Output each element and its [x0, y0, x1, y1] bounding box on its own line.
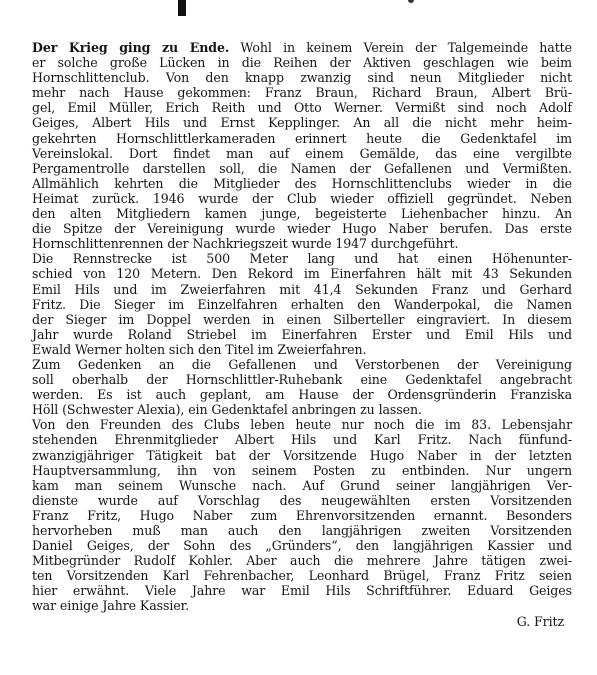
article-line-text: Heimat zurück. 1946 wurde der Club wieder offiziell gegründet. Neben	[32, 190, 572, 206]
article-line	[32, 206, 572, 221]
article-line	[32, 266, 572, 281]
article-line-text: Wohl in keinem Verein der Talgemeinde hatte	[229, 40, 572, 55]
article-line-text: Emil Hils und im Zweierfahren mit 41,4 Sekunden Franz und Gerhard	[32, 281, 572, 297]
article-line	[32, 191, 572, 206]
article-line	[32, 417, 572, 432]
article-line-text: soll oberhalb der Hornschlittler-Ruhebank eine Gedenktafel angebracht	[32, 372, 572, 388]
article-line	[32, 327, 572, 342]
article-line-text: kam man seinem Wunsche nach. Auf Grund seiner langjährigen Ver-	[32, 477, 572, 493]
article-line	[32, 100, 572, 115]
article-line	[32, 372, 572, 387]
article-line-text: dienste wurde auf Vorschlag des neugewählten ersten Vorsitzenden	[32, 492, 572, 508]
article-line	[32, 432, 572, 447]
article-line	[32, 538, 572, 553]
article-line	[32, 251, 572, 266]
article-line-text: er solche große Lücken in die Reihen der Aktiven geschlagen wie beim	[32, 55, 572, 71]
article-line	[32, 342, 572, 357]
article-line	[32, 70, 572, 85]
article-line	[32, 55, 572, 70]
article-line	[32, 448, 572, 463]
article-line	[32, 115, 572, 130]
article-line-text: Jahr wurde Roland Striebel im Einerfahren Erster und Emil Hils und	[32, 326, 572, 342]
author-signature: G. Fritz	[516, 613, 564, 629]
article-line	[32, 478, 572, 493]
article-line	[32, 508, 572, 523]
article-line-text: ten Vorsitzenden Karl Fehrenbacher, Leonhard Brügel, Franz Fritz seien	[32, 568, 572, 584]
article-line-text: Hornschlittenclub. Von den knapp zwanzig sind neun Mitglieder nicht	[32, 70, 572, 86]
article-line	[32, 387, 572, 402]
article-line	[32, 40, 572, 55]
article-line-text: Von den Freunden des Clubs leben heute nur noch die im 83. Lebensjahr	[32, 417, 572, 433]
article-line-text: Geiges, Albert Hils und Ernst Kepplinger. An all die nicht mehr heim-	[32, 115, 572, 131]
article-line-text: Zum Gedenken an die Gefallenen und Verstorbenen der Vereinigung	[32, 356, 572, 372]
article-line	[32, 402, 572, 417]
article-line-text: Daniel Geiges, der Sohn des „Gründers“, den langjährigen Kassier und	[32, 538, 572, 554]
article-line	[32, 598, 572, 613]
article-line-text: zwanzigjähriger Tätigkeit bat der Vorsitzende Hugo Naber in der letzten	[32, 447, 572, 463]
article-line	[32, 493, 572, 508]
article-line-text: Die Rennstrecke ist 500 Meter lang und hat einen Höhenunter-	[32, 251, 572, 267]
article-line-text: Mitbegründer Rudolf Kohler. Aber auch die mehrere Jahre tätigen zwei-	[32, 553, 572, 569]
article-line-text: stehenden Ehrenmitglieder Albert Hils und Karl Fritz. Nach fünfund-	[32, 432, 572, 448]
article-line	[32, 312, 572, 327]
article-line-text: gel, Emil Müller, Erich Reith und Otto Werner. Vermißt sind noch Adolf	[32, 100, 572, 116]
article-line-text: schied von 120 Metern. Den Rekord im Einerfahren hält mit 43 Sekunden	[32, 266, 572, 282]
article-line-text: Hornschlittenrennen der Nachkriegszeit wurde 1947 durchgeführt.	[32, 236, 459, 252]
article-line	[32, 236, 572, 251]
article-line	[32, 131, 572, 146]
article-line	[32, 463, 572, 478]
article-line-text: Franz Fritz, Hugo Naber zum Ehrenvorsitzenden ernannt. Besonders	[32, 507, 572, 523]
article-body	[32, 40, 572, 629]
article-line	[32, 583, 572, 598]
article-line-text: Vereinslokal. Dort findet man auf einem Gemälde, das eine vergilbte	[32, 145, 572, 161]
article-line	[32, 146, 572, 161]
article-line	[32, 282, 572, 297]
article-line-text: den alten Mitgliedern kamen junge, begeisterte Liehenbacher hinzu. An	[32, 206, 572, 222]
article-line-text: gekehrten Hornschlittlerkameraden erinnert heute die Gedenktafel im	[32, 130, 572, 146]
article-line	[32, 357, 572, 372]
article-line-text: war einige Jahre Kassier.	[32, 598, 190, 614]
article-line	[32, 568, 572, 583]
article-line-text: Höll (Schwester Alexia), ein Gedenktafel anbringen zu lassen.	[32, 402, 422, 418]
article-line-text: mehr nach Hause gekommen: Franz Braun, Richard Braun, Albert Brü-	[32, 85, 572, 101]
article-line-text: Hauptversammlung, ihn von seinem Posten zu entbinden. Nur ungern	[32, 462, 572, 478]
article-line-text: werden. Es ist auch geplant, am Hause der Ordensgründerin Franziska	[32, 387, 572, 403]
article-line	[32, 161, 572, 176]
article-lead-in: Der Krieg ging zu Ende.	[32, 40, 230, 55]
article-line	[32, 221, 572, 236]
article-line-text: Fritz. Die Sieger im Einzelfahren erhalten den Wanderpokal, die Namen	[32, 296, 572, 312]
article-line	[32, 523, 572, 538]
article-line-text: der Sieger im Doppel werden in einen Silberteller eingraviert. In diesem	[32, 311, 572, 327]
article-line	[32, 553, 572, 568]
article-line	[32, 297, 572, 312]
article-line	[32, 85, 572, 100]
top-print-mark	[408, 0, 414, 3]
article-line-text: die Spitze der Vereinigung wurde wieder Hugo Naber berufen. Das erste	[32, 221, 572, 237]
article-line	[32, 176, 572, 191]
article-line-text: Allmählich kehrten die Mitglieder des Hornschlittenclubs wieder in die	[32, 175, 572, 191]
article-line-text: Ewald Werner holten sich den Titel im Zweierfahren.	[32, 341, 367, 357]
top-column-rule	[178, 0, 186, 16]
article-line-text: Pergamentrolle darstellen soll, die Namen der Gefallenen und Vermißten.	[32, 160, 572, 176]
article-line-text: hervorheben muß man auch den langjährigen zweiten Vorsitzenden	[32, 523, 572, 538]
article-line-text: hier erwähnt. Viele Jahre war Emil Hils Schriftführer. Eduard Geiges	[32, 583, 572, 599]
